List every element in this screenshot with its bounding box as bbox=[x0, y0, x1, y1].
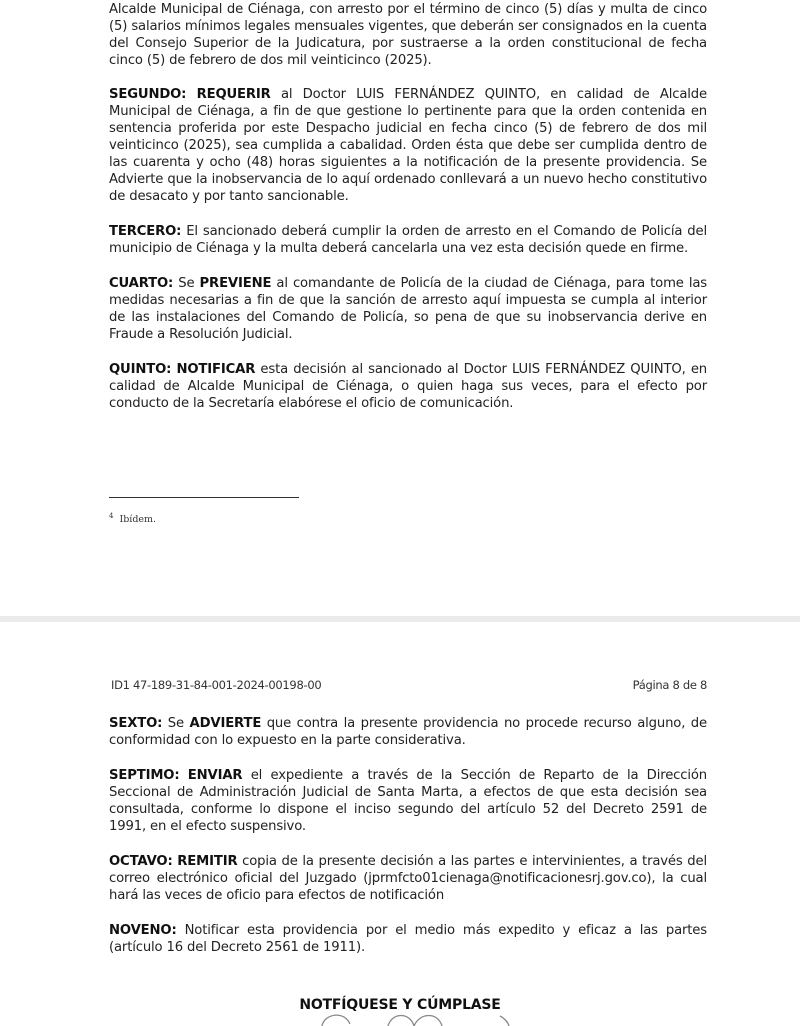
ordinal-octavo bbox=[109, 853, 707, 904]
ordinal-verb: PREVIENE bbox=[199, 276, 272, 291]
ordinal-verb: ENVIAR bbox=[187, 768, 243, 783]
ordinal-text: esta decisión al sancionado al Doctor LUIS FERNÁNDEZ QUINTO, en calidad de Alcalde Municipal de Ciénaga, o quien haga sus veces, para el efecto por conducto de la Secretaría elabórese el oficio de comunicación. bbox=[109, 362, 707, 411]
closing-formula: NOTFÍQUESE Y CÚMPLASE bbox=[299, 997, 501, 1013]
case-id: ID1 47-189-31-84-001-2024-00198-00 bbox=[111, 678, 322, 692]
ordinal-tercero bbox=[109, 223, 707, 257]
ordinal-label: NOVENO: bbox=[109, 923, 177, 938]
ordinal-cuarto bbox=[109, 275, 707, 343]
ordinal-segundo bbox=[109, 86, 707, 205]
document-page-8 bbox=[0, 622, 800, 1024]
ordinal-label: TERCERO: bbox=[109, 224, 182, 239]
footnote-text: Ibídem. bbox=[119, 514, 157, 526]
opening-paragraph: Alcalde Municipal de Ciénaga, con arresto por el término de cinco (5) días y multa de cinco (5) salarios mínimos legales mensuales vigentes, que deberán ser consignados en la cuenta del Consejo Superior de la Judicatura, por sustraerse a la orden constitucional de fecha cinco (5) de febrero de dos mil veinticinco (2025). bbox=[109, 2, 707, 68]
ordinal-pre: Se bbox=[162, 716, 190, 731]
ordinal-verb: REMITIR bbox=[177, 854, 238, 869]
page-number: Página 8 de 8 bbox=[632, 678, 707, 692]
ordinal-text: Notificar esta providencia por el medio más expedito y eficaz a las partes (artículo 16 del Decreto 2561 de 1911). bbox=[109, 923, 707, 955]
ordinal-noveno bbox=[109, 922, 707, 956]
ordinal-label: OCTAVO: bbox=[109, 854, 173, 869]
ordinal-verb: REQUERIR bbox=[196, 87, 271, 102]
ordinal-label: SEGUNDO: bbox=[109, 87, 187, 102]
ordinal-label: SEXTO: bbox=[109, 716, 163, 731]
ordinal-septimo bbox=[109, 767, 707, 835]
resolution-body-page2 bbox=[109, 715, 707, 974]
ordinal-pre: Se bbox=[173, 276, 200, 291]
ordinal-verb: NOTIFICAR bbox=[176, 362, 256, 377]
resolution-body-page1 bbox=[109, 1, 707, 430]
ordinal-verb: ADVIERTE bbox=[189, 716, 262, 731]
footnote-separator bbox=[109, 497, 299, 498]
ordinal-label: SEPTIMO: bbox=[109, 768, 180, 783]
ordinal-text: El sancionado deberá cumplir la orden de arresto en el Comando de Policía del municipio de Ciénaga y la multa deberá cancelarla una vez esta decisión quede en firme. bbox=[109, 224, 707, 256]
ordinal-text: al comandante de Policía de la ciudad de Ciénaga, para tome las medidas necesarias a fin de que la sanción de arresto aquí impuesta se cumpla al interior de las instalaciones del Comando de Policía, so pena de que su inobservancia derive en Fraude a Resolución Judicial. bbox=[109, 276, 707, 342]
ordinal-sexto bbox=[109, 715, 707, 749]
footnote bbox=[109, 512, 156, 525]
ordinal-label: CUARTO: bbox=[109, 276, 174, 291]
ordinal-label: QUINTO: bbox=[109, 362, 172, 377]
ordinal-text: el expediente a través de la Sección de Reparto de la Dirección Seccional de Administración Judicial de Santa Marta, a efectos de que esta decisión sea consultada, conforme lo dispone el inciso segundo del artículo 52 del Decreto 2591 de 1991, en el efecto suspensivo. bbox=[109, 768, 707, 834]
ordinal-text: al Doctor LUIS FERNÁNDEZ QUINTO, en calidad de Alcalde Municipal de Ciénaga, a fin de que gestione lo pertinente para que la orden contenida en sentencia proferida por este Despacho judicial en fecha cinco (5) de febrero de dos mil veinticinco (2025), sea cumplida a cabalidad. Orden ésta que debe ser cumplida dentro de las cuarenta y ocho (48) horas siguientes a la notificación de la presente providencia. Se Advierte que la inobservancia de lo aquí ordenado conllevará a un nuevo hecho constitutivo de desacato y por tanto sancionable. bbox=[109, 87, 707, 204]
footnote-number: 4 bbox=[109, 512, 114, 520]
ordinal-quinto bbox=[109, 361, 707, 412]
ordinal-text: copia de la presente decisión a las partes e intervinientes, a través del correo electrónico oficial del Juzgado (jprmfcto01cienaga@notificacionesrj.gov.co), la cual hará las veces de oficio para efectos de notificación bbox=[109, 854, 707, 903]
ordinal-text: que contra la presente providencia no procede recurso alguno, de conformidad con lo expuesto en la parte considerativa. bbox=[109, 716, 707, 748]
